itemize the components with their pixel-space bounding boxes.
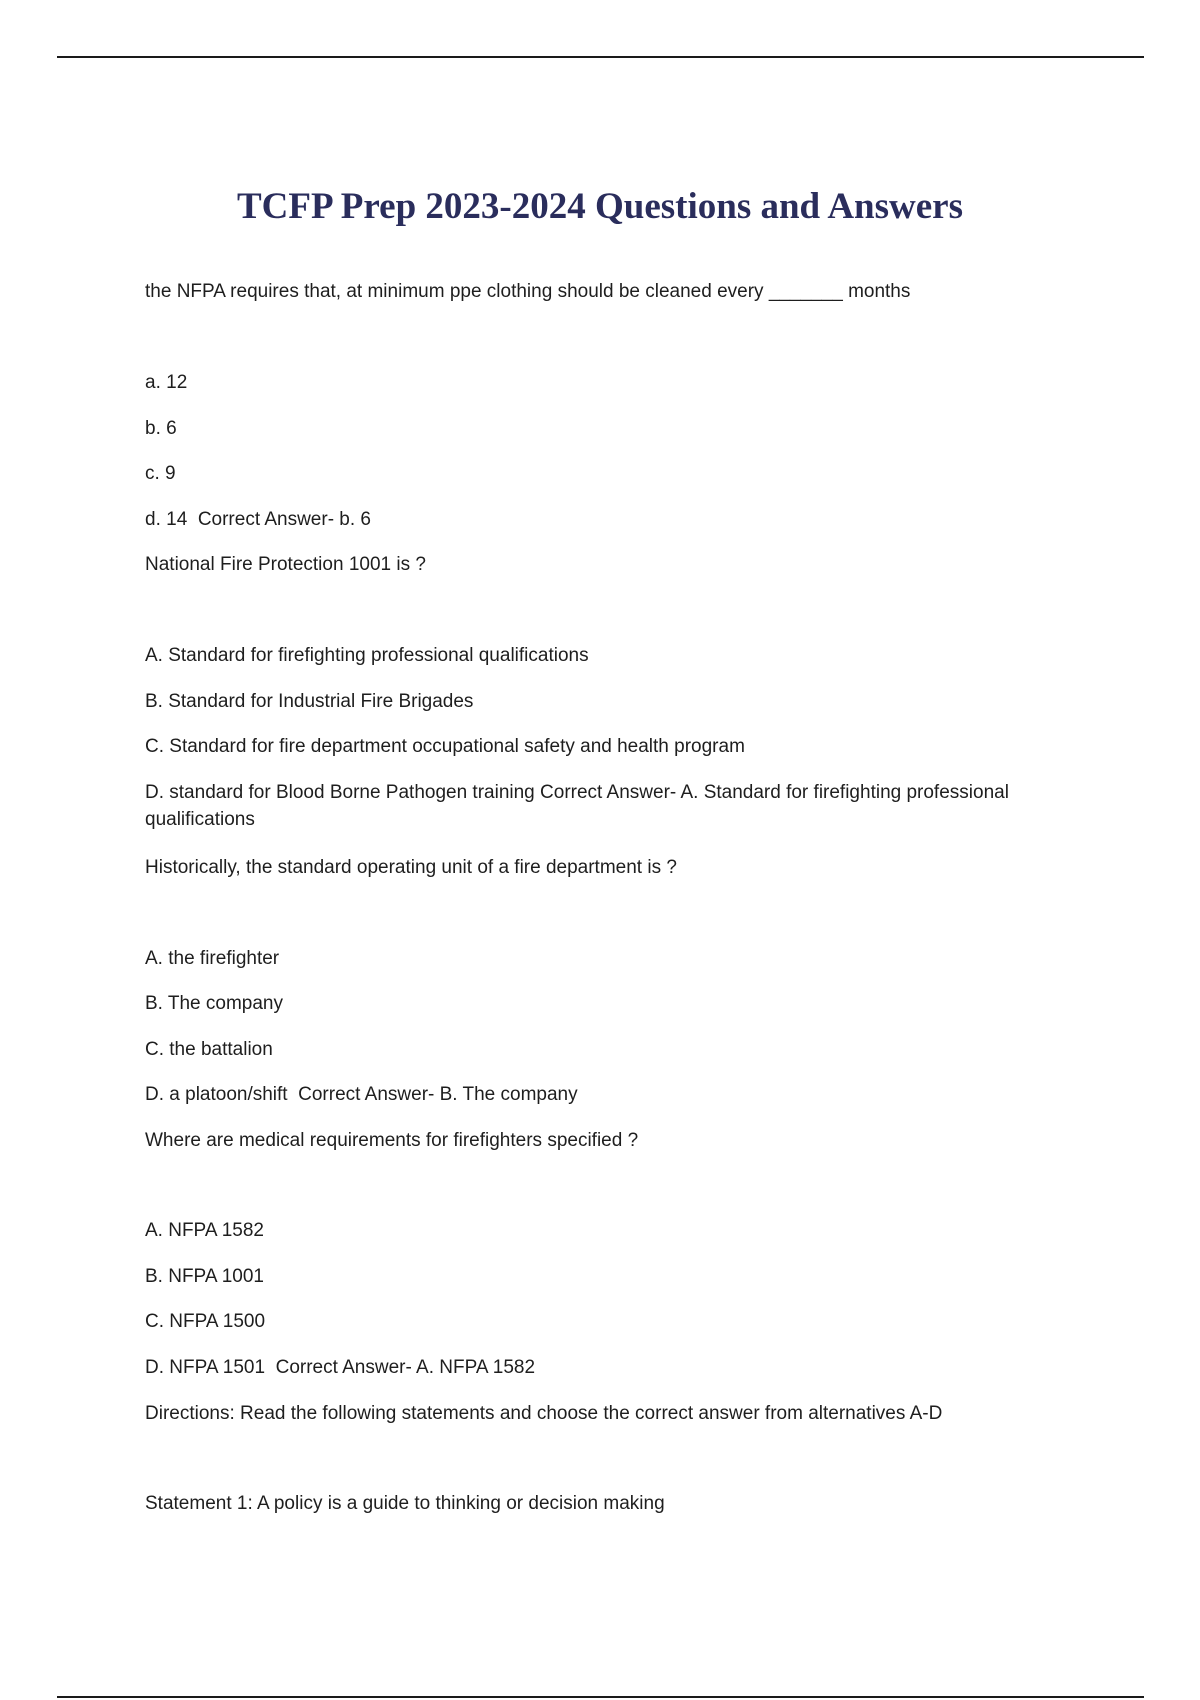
q2-question: National Fire Protection 1001 is ?: [145, 554, 426, 575]
q4-option-d-answer: D. NFPA 1501 Correct Answer- A. NFPA 1582: [145, 1357, 536, 1378]
q3-option-a: A. the firefighter: [145, 948, 280, 969]
q1-option-b: b. 6: [145, 418, 177, 439]
q3-question: Historically, the standard operating unit of a fire department is ?: [145, 857, 677, 878]
document-title: TCFP Prep 2023-2024 Questions and Answers: [236, 186, 964, 227]
top-rule: [57, 56, 1144, 58]
q3-option-d-answer: D. a platoon/shift Correct Answer- B. The company: [145, 1084, 578, 1105]
q3-option-b: B. The company: [145, 993, 284, 1014]
q1-question: the NFPA requires that, at minimum ppe clothing should be cleaned every _______ months: [145, 281, 911, 302]
q5-directions: Directions: Read the following statements and choose the correct answer from alternatives A-D: [145, 1403, 943, 1424]
q4-question: Where are medical requirements for firefighters specified ?: [145, 1130, 639, 1151]
q1-option-c: c. 9: [145, 463, 176, 484]
bottom-rule: [57, 1696, 1144, 1698]
q4-option-a: A. NFPA 1582: [145, 1220, 264, 1241]
q3-option-c: C. the battalion: [145, 1039, 273, 1060]
q1-option-d-answer: d. 14 Correct Answer- b. 6: [145, 509, 371, 530]
q2-option-d-answer: D. standard for Blood Borne Pathogen training Correct Answer- A. Standard for firefighting professional qualifications: [145, 782, 1015, 830]
q2-option-c: C. Standard for fire department occupational safety and health program: [145, 736, 745, 757]
q2-option-b: B. Standard for Industrial Fire Brigades: [145, 691, 474, 712]
q4-option-b: B. NFPA 1001: [145, 1266, 264, 1287]
q5-statement-1: Statement 1: A policy is a guide to thinking or decision making: [145, 1493, 665, 1514]
q1-option-a: a. 12: [145, 372, 188, 393]
q4-option-c: C. NFPA 1500: [145, 1311, 266, 1332]
q2-option-a: A. Standard for firefighting professional qualifications: [145, 645, 589, 666]
